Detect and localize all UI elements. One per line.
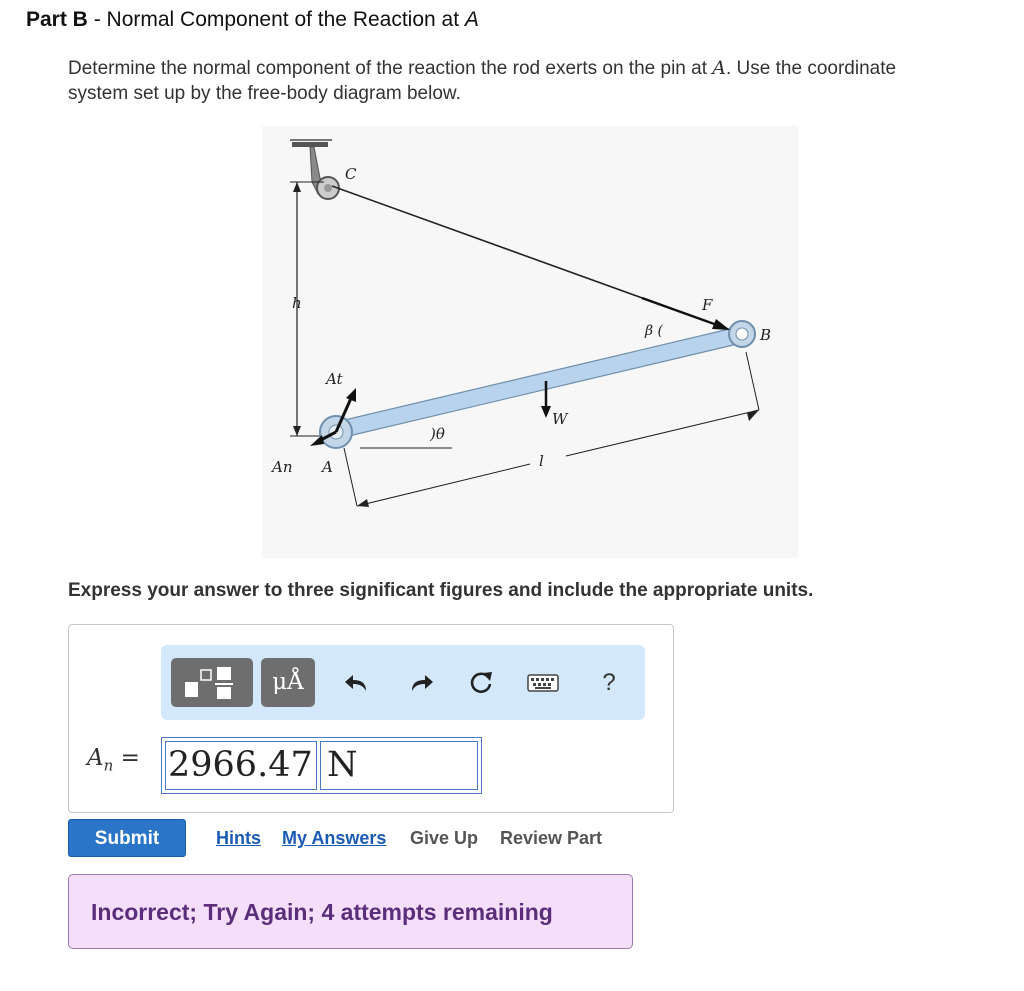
- label-theta: )θ: [430, 425, 445, 443]
- answer-input: [161, 737, 482, 794]
- question-text: [68, 56, 948, 106]
- reset-icon: [468, 670, 494, 696]
- answer-box: [68, 624, 674, 813]
- answer-label: [87, 745, 140, 775]
- submit-button[interactable]: Submit: [68, 819, 186, 857]
- undo-icon: [344, 672, 370, 694]
- label-W: W: [552, 410, 568, 428]
- units-button[interactable]: μÅ: [261, 658, 315, 707]
- feedback-banner: [68, 874, 633, 949]
- label-A: A: [322, 458, 333, 476]
- part-prefix: Part B: [26, 8, 88, 31]
- label-C: C: [345, 165, 357, 183]
- keyboard-button[interactable]: [527, 667, 559, 699]
- instruction-text: Express your answer to three significant figures and include the appropriate units.: [68, 580, 814, 601]
- reset-button[interactable]: [465, 667, 497, 699]
- answer-label-sub: n: [103, 756, 114, 775]
- templates-icon: [171, 658, 253, 707]
- templates-button[interactable]: [171, 658, 253, 707]
- undo-button[interactable]: [341, 667, 373, 699]
- redo-button[interactable]: [405, 667, 437, 699]
- label-beta: β (: [645, 323, 664, 339]
- label-B: B: [760, 326, 772, 344]
- keyboard-icon: [527, 674, 559, 692]
- label-h: h: [292, 294, 302, 312]
- answer-label-main: A: [87, 745, 104, 771]
- value-field[interactable]: 2966.47: [165, 741, 317, 790]
- my-answers-link[interactable]: My Answers: [282, 828, 387, 848]
- question-var: A: [712, 57, 726, 79]
- give-up-link[interactable]: Give Up: [410, 828, 479, 848]
- help-button[interactable]: ?: [602, 669, 616, 696]
- label-At: At: [326, 370, 343, 388]
- review-part-link[interactable]: Review Part: [500, 828, 603, 848]
- part-separator: -: [87, 8, 107, 31]
- hints-link[interactable]: Hints: [216, 828, 261, 848]
- label-l: l: [539, 452, 544, 470]
- label-F: F: [702, 296, 713, 314]
- part-title-var: A: [464, 8, 479, 31]
- math-toolbar: [161, 645, 645, 720]
- label-An: An: [272, 458, 293, 476]
- part-title-text: Normal Component of the Reaction at: [106, 8, 460, 31]
- question-before: Determine the normal component of the reaction the rod exerts on the pin at: [68, 58, 707, 79]
- question-after: . Use the coordinate system set up by the free-body diagram below.: [68, 58, 897, 104]
- unit-field[interactable]: N: [320, 741, 478, 790]
- free-body-diagram: [262, 126, 798, 558]
- answer-equals: =: [113, 745, 140, 771]
- redo-icon: [408, 672, 434, 694]
- part-title: [26, 8, 479, 32]
- feedback-text: Incorrect; Try Again; 4 attempts remaining: [91, 899, 553, 925]
